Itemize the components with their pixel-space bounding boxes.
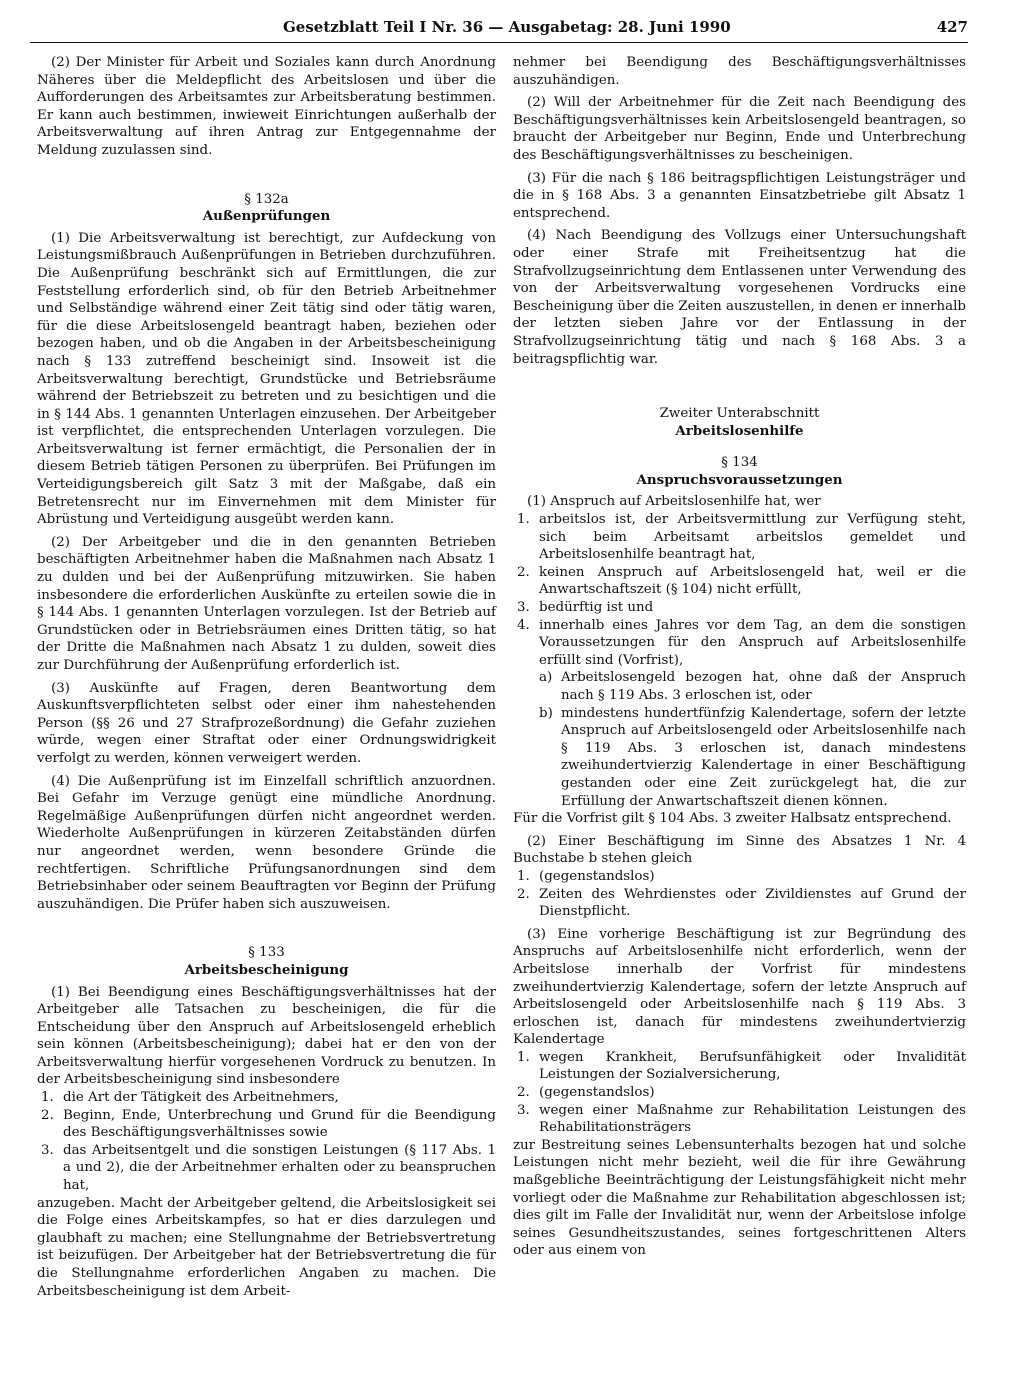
section-number: § 134	[721, 455, 758, 471]
paragraph: nehmer bei Beendigung des Beschäftigungsverhältnisses auszuhändigen.	[513, 55, 966, 88]
paragraph: (1) Die Arbeitsverwaltung ist berechtigt, zur Aufdeckung von Leistungsmißbrauch Außenprüfungen in Betrieben durchzuführen. Die Außenprüfung beschränkt sich auf Ermittlungen, die zur Feststellung erforderlich sind, ob für den Betrieb Arbeitnehmer und Selbständige während einer Zeit tätig sind oder tätig waren, für die diese Arbeitslosengeld beantragt haben, beziehen oder bezogen haben, und ob die Angaben in der Arbeitsbescheinigung nach § 133 zutreffend bescheinigt sind. Insoweit ist die Arbeitsverwaltung berechtigt, Grundstücke und Betriebsräume während der Betriebszeit zu betreten und zu besichtigen und die in § 144 Abs. 1 genannten Unterlagen einzusehen. Der Arbeitgeber ist verpflichtet, die entsprechenden Unterlagen vorzulegen. Die Arbeitsverwaltung ist ferner ermächtigt, die Personalien der in diesem Betrieb tätigen Personen zu überprüfen. Bei Prüfungen im Verteidigungsbereich gilt Satz 3 mit der Maßgabe, daß ein Betretensrecht nur im Einvernehmen mit dem Minister für Abrüstung und Verteidigung ausgeübt werden kann.	[37, 230, 496, 528]
paragraph: (1) Anspruch auf Arbeitslosenhilfe hat, wer	[527, 494, 821, 510]
section-title: Anspruchsvoraussetzungen	[636, 471, 843, 488]
list	[513, 868, 966, 921]
page-header	[283, 16, 968, 40]
paragraph: (2) Der Arbeitgeber und die in den genannten Betrieben beschäftigten Arbeitnehmer haben die Maßnahmen nach Absatz 1 zu dulden und bei der Außenprüfung mitzuwirken. Sie haben insbesondere die erforderlichen Auskünfte zu erteilen sowie die in § 144 Abs. 1 genannten Unterlagen vorzulegen. Ist der Betrieb auf Grundstücken oder in Betriebsräumen eines Dritten tätig, so hat der Dritte die Maßnahmen nach Absatz 1 zu dulden, soweit dies zur Durchführung der Außenprüfung erforderlich ist.	[37, 534, 496, 673]
page-number: 427	[936, 18, 968, 36]
list-subitem: b) mindestens hundertfünfzig Kalendertage, sofern der letzte Anspruch auf Arbeitslosengeld oder Arbeitslosenhilfe nach § 119 Abs. 3 erloschen ist, danach mindestens zweihundertvierzig Kalendertage in einer Beschäftigung gestanden oder eine Zeit zurückgelegt hat, die zur Erfüllung der Anwartschaftszeit dienen können.	[539, 705, 966, 809]
list-item: 4. innerhalb eines Jahres vor dem Tag, an dem die sonstigen Voraussetzungen für den Anspruch auf Arbeitslosenhilfe erfüllt sind (Vorfrist),	[517, 617, 966, 668]
paragraph: (4) Nach Beendigung des Vollzugs einer Untersuchungshaft oder einer Strafe mit Freiheitsentzug hat die Strafvollzugseinrichtung dem Entlassenen unter Verwendung des von der Arbeitsverwaltung vorgesehenen Vordrucks eine Bescheinigung über die Zeiten auszustellen, in denen er innerhalb der letzten sieben Jahre vor der Entlassung in der Strafvollzugseinrichtung tätig und nach § 168 Abs. 3 a beitragspflichtig war.	[513, 228, 966, 367]
section-number: § 132a	[244, 191, 289, 207]
list-item: 2. (gegenstandslos)	[517, 1085, 655, 1101]
section-title: Arbeitsbescheinigung	[184, 961, 349, 978]
paragraph: anzugeben. Macht der Arbeitgeber geltend, die Arbeitslosigkeit sei die Folge eines Arbeitskampfes, so hat er dies darzulegen und glaubhaft zu machen; eine Stellungnahme der Betriebsvertretung ist beizufügen. Der Arbeitgeber hat der Betriebsvertretung die für die Stellungnahme erforderlichen Angaben zu machen. Die Arbeitsbescheinigung ist dem Arbeit-	[37, 1195, 496, 1299]
right-column	[513, 54, 966, 1265]
list-item: 3. wegen einer Maßnahme zur Rehabilitation Leistungen des Rehabilitationsträgers	[517, 1102, 966, 1136]
list	[513, 1049, 966, 1137]
list	[37, 1089, 496, 1195]
list-item: 1. (gegenstandslos)	[517, 868, 655, 884]
paragraph: (3) Eine vorherige Beschäftigung ist zur Begründung des Anspruchs auf Arbeitslosenhilfe nicht erforderlich, wenn der Arbeitslose innerhalb der Vorfrist für mindestens zweihundertvierzig Kalendertage, sofern der letzte Anspruch auf Arbeitslosengeld oder Arbeitslosenhilfe nach § 119 Abs. 3 erloschen ist, danach für mindestens zweihundertvierzig Kalendertage	[513, 926, 966, 1048]
header-rule	[30, 42, 968, 43]
paragraph: (3) Für die nach § 186 beitragspflichtigen Leistungsträger und die in § 168 Abs. 3 a genannten Einsatzbetriebe gilt Absatz 1 entsprechend.	[513, 170, 966, 221]
paragraph: (1) Bei Beendigung eines Beschäftigungsverhältnisses hat der Arbeitgeber alle Tatsachen zu bescheinigen, die für die Entscheidung über den Anspruch auf Arbeitslosengeld erheblich sein können (Arbeitsbescheinigung); dabei hat er den von der Arbeitsverwaltung hierfür vorgesehenen Vordruck zu benutzen. In der Arbeitsbescheinigung sind insbesondere	[37, 984, 496, 1088]
paragraph: (2) Einer Beschäftigung im Sinne des Absatzes 1 Nr. 4 Buchstabe b stehen gleich	[513, 833, 966, 867]
paragraph: (2) Der Minister für Arbeit und Soziales kann durch Anordnung Näheres über die Meldepflicht des Arbeitslosen und über die Aufforderungen des Arbeitsamtes zur Arbeitsberatung bestimmen. Er kann auch bestimmen, inwieweit Einrichtungen außerhalb der Arbeitsverwaltung auf ihren Antrag zur Entgegennahme der Meldung zuzulassen sind.	[37, 55, 496, 158]
list-item: 1. die Art der Tätigkeit des Arbeitnehmers,	[41, 1090, 339, 1106]
list-item: 3. bedürftig ist und	[517, 600, 654, 616]
paragraph: zur Bestreitung seines Lebensunterhalts bezogen hat und solche Leistungen nicht mehr bezieht, weil die für ihre Gewährung maßgebliche Beeinträchtigung der Leistungsfähigkeit nicht mehr vorliegt oder die Maßnahme zur Rehabilitation abgeschlossen ist; dies gilt im Falle der Invalidität nur, wenn der Arbeitslose infolge seines Gesundheitszustandes, seines fortgeschrittenen Alters oder aus einem von	[513, 1137, 966, 1259]
subsection-title: Arbeitslosenhilfe	[675, 422, 804, 439]
list-subitem: a) Arbeitslosengeld bezogen hat, ohne daß der Anspruch nach § 119 Abs. 3 erloschen ist, oder	[539, 670, 966, 703]
list-item: 3. das Arbeitsentgelt und die sonstigen Leistungen (§ 117 Abs. 1 a und 2), die der Arbeitnehmer erhalten oder zu beanspruchen hat,	[41, 1142, 496, 1194]
list-item: 2. Zeiten des Wehrdienstes oder Zivildienstes auf Grund der Dienstpflicht.	[517, 886, 966, 920]
paragraph: (3) Auskünfte auf Fragen, deren Beantwortung dem Auskunftsverpflichteten selbst oder einer ihm nahestehenden Person (§§ 26 und 27 Strafprozeßordnung) die Gefahr zuziehen würde, wegen einer Straftat oder einer Ordnungswidrigkeit verfolgt zu werden, können verweigert werden.	[37, 680, 496, 766]
list-item: 1. wegen Krankheit, Berufsunfähigkeit oder Invalidität Leistungen der Sozialversicherung,	[517, 1049, 966, 1083]
list-item: 2. keinen Anspruch auf Arbeitslosengeld hat, weil er die Anwartschaftszeit (§ 104) nicht erfüllt,	[517, 564, 966, 598]
subsection-label: Zweiter Unterabschnitt	[659, 406, 820, 422]
left-column	[37, 54, 496, 1305]
paragraph: (4) Die Außenprüfung ist im Einzelfall schriftlich anzuordnen. Bei Gefahr im Verzuge genügt eine mündliche Anordnung. Regelmäßige Außenprüfungen dürfen nicht angeordnet werden. Wiederholte Außenprüfungen in kürzeren Zeitabständen dürfen nur angeordnet werden, wenn besondere Gründe die rechtfertigen. Schriftliche Prüfungsanordnungen sind dem Betriebsinhaber oder seinem Beauftragten vor Beginn der Prüfung auszuhändigen. Die Prüfer haben sich auszuweisen.	[37, 773, 496, 912]
list-item: 2. Beginn, Ende, Unterbrechung und Grund für die Beendigung des Beschäftigungsverhältnisses sowie	[41, 1107, 496, 1141]
list	[513, 511, 966, 810]
paragraph: Für die Vorfrist gilt § 104 Abs. 3 zweiter Halbsatz entsprechend.	[513, 811, 952, 827]
section-number: § 133	[248, 945, 285, 961]
section-title: Außenprüfungen	[202, 208, 331, 225]
list-item: 1. arbeitslos ist, der Arbeitsvermittlung zur Verfügung steht, sich beim Arbeitsamt arbeitslos gemeldet und Arbeitslosenhilfe beantragt hat,	[517, 512, 966, 563]
gazette-title: Gesetzblatt Teil I Nr. 36 — Ausgabetag: 28. Juni 1990	[283, 18, 731, 36]
paragraph: (2) Will der Arbeitnehmer für die Zeit nach Beendigung des Beschäftigungsverhältnisses kein Arbeitslosengeld beantragen, so braucht der Arbeitgeber nur Beginn, Ende und Unterbrechung des Beschäftigungsverhältnisses zu bescheinigen.	[513, 95, 966, 163]
